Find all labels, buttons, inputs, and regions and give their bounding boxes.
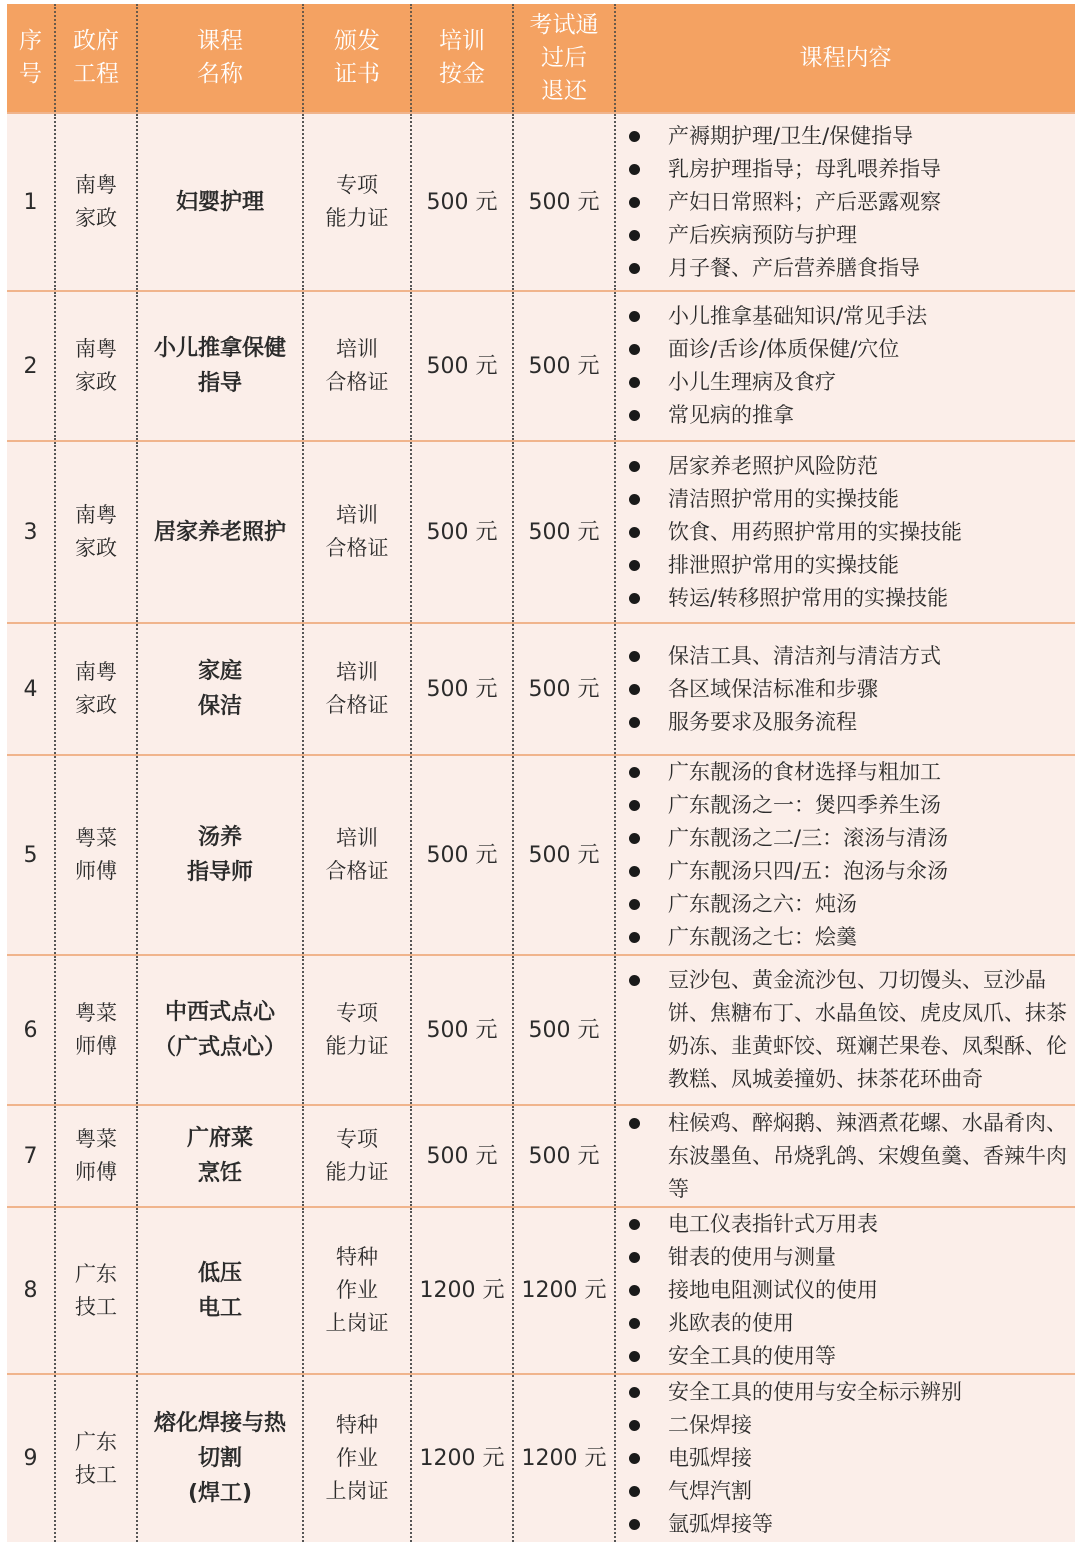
content-item-text: 安全工具的使用等 <box>668 1344 836 1368</box>
content-item <box>616 1376 1075 1409</box>
content-item-text: 兆欧表的使用 <box>668 1311 794 1335</box>
content-item <box>616 186 1075 219</box>
content-item-text: 乳房护理指导；母乳喂养指导 <box>668 156 941 181</box>
table-row <box>7 113 1075 291</box>
content-item <box>616 1508 1075 1541</box>
certificate-line: 培训 <box>336 660 378 684</box>
content-item-text: 广东靓汤之二/三：滚汤与清汤 <box>668 826 949 850</box>
course-name <box>137 1207 303 1374</box>
refund-amount: 500 元 <box>513 623 615 755</box>
content-item-text: 安全工具的使用与安全标示辨别 <box>668 1380 962 1404</box>
table-row <box>7 1374 1075 1542</box>
course-content <box>615 1207 1075 1374</box>
refund-amount: 1200 元 <box>513 1374 615 1542</box>
bullet-icon <box>629 377 640 388</box>
course-content-list <box>616 1376 1075 1541</box>
course-content-list <box>616 964 1075 1096</box>
bullet-icon <box>629 684 640 695</box>
bullet-icon <box>629 263 640 274</box>
bullet-icon <box>629 560 640 571</box>
gov-project-line: 粤菜 <box>75 1001 117 1025</box>
refund-amount: 500 元 <box>513 441 615 623</box>
course-table-container <box>7 4 1075 1542</box>
gov-project <box>55 1374 137 1542</box>
course-name-line: (焊工) <box>187 1481 253 1506</box>
content-item-text: 柱候鸡、醉焖鹅、辣酒煮花螺、水晶肴肉、东波墨鱼、吊烧乳鸽、宋嫂鱼羹、香辣牛肉等 <box>668 1110 1067 1201</box>
certificate <box>303 113 411 291</box>
gov-project <box>55 291 137 441</box>
content-item <box>616 888 1075 921</box>
gov-project-line: 家政 <box>75 206 117 230</box>
row-number: 9 <box>7 1374 55 1542</box>
certificate-line: 专项 <box>336 1001 378 1025</box>
content-item <box>616 921 1075 954</box>
content-item <box>616 822 1075 855</box>
course-name-line: 汤养 <box>197 825 242 850</box>
content-item <box>616 516 1075 549</box>
content-item-text: 常见病的推拿 <box>668 403 794 427</box>
certificate <box>303 441 411 623</box>
course-name-line: 低压 <box>197 1260 242 1286</box>
content-item <box>616 300 1075 333</box>
row-number: 4 <box>7 623 55 755</box>
bullet-icon <box>629 593 640 604</box>
header-project-line: 政府 <box>73 28 119 54</box>
content-item <box>616 1107 1075 1206</box>
refund-amount: 500 元 <box>513 755 615 955</box>
certificate-line: 作业 <box>336 1446 378 1470</box>
certificate-line: 培训 <box>336 826 378 850</box>
gov-project-line: 南粤 <box>75 173 117 197</box>
table-row <box>7 755 1075 955</box>
course-name <box>137 955 303 1105</box>
course-content <box>615 441 1075 623</box>
certificate-line: 专项 <box>336 173 378 197</box>
training-deposit: 500 元 <box>411 441 513 623</box>
course-table <box>7 4 1075 1542</box>
course-name-line: 指导师 <box>186 860 253 885</box>
course-name-line: 家庭 <box>197 659 242 684</box>
course-name-line: 烹饪 <box>197 1161 242 1186</box>
certificate-line: 合格证 <box>325 370 389 394</box>
content-item <box>616 1274 1075 1307</box>
gov-project-line: 技工 <box>75 1294 117 1319</box>
bullet-icon <box>629 1252 640 1263</box>
certificate <box>303 955 411 1105</box>
content-item <box>616 640 1075 673</box>
course-name-line: 中西式点心 <box>164 1000 275 1025</box>
gov-project-line: 广东 <box>75 1261 117 1286</box>
header-seq <box>7 4 55 113</box>
table-row <box>7 623 1075 755</box>
content-item <box>616 673 1075 706</box>
refund-amount: 500 元 <box>513 955 615 1105</box>
content-item <box>616 789 1075 822</box>
certificate <box>303 1207 411 1374</box>
header-refund-line: 考试通 <box>529 11 599 38</box>
course-content-list <box>616 640 1075 739</box>
header-cert <box>303 4 411 113</box>
header-cert-line: 颁发 <box>334 28 380 54</box>
certificate <box>303 1374 411 1542</box>
course-content-list <box>616 300 1075 432</box>
course-name-line: （广式点心） <box>153 1035 286 1060</box>
bullet-icon <box>629 527 640 538</box>
content-item <box>616 153 1075 186</box>
content-item <box>616 252 1075 285</box>
gov-project-line: 师傅 <box>75 859 117 883</box>
training-deposit: 500 元 <box>411 755 513 955</box>
row-number: 6 <box>7 955 55 1105</box>
certificate-line: 合格证 <box>325 859 389 883</box>
bullet-icon <box>629 866 640 877</box>
course-name <box>137 1105 303 1207</box>
course-name <box>137 113 303 291</box>
course-name-line: 指导 <box>197 371 242 396</box>
content-item-text: 小儿推拿基础知识/常见手法 <box>668 304 928 328</box>
course-name <box>137 1374 303 1542</box>
course-content-list <box>616 756 1075 954</box>
course-content <box>615 1105 1075 1207</box>
training-deposit: 500 元 <box>411 955 513 1105</box>
bullet-icon <box>629 164 640 175</box>
training-deposit: 1200 元 <box>411 1207 513 1374</box>
content-item <box>616 1409 1075 1442</box>
content-item <box>616 366 1075 399</box>
course-content-list <box>616 1107 1075 1206</box>
training-deposit: 1200 元 <box>411 1374 513 1542</box>
content-item <box>616 219 1075 252</box>
bullet-icon <box>629 1420 640 1431</box>
bullet-icon <box>629 344 640 355</box>
course-name <box>137 291 303 441</box>
bullet-icon <box>629 1453 640 1464</box>
table-row <box>7 1105 1075 1207</box>
header-deposit <box>411 4 513 113</box>
bullet-icon <box>629 651 640 662</box>
content-item <box>616 549 1075 582</box>
course-name <box>137 623 303 755</box>
content-item-text: 各区域保洁标准和步骤 <box>668 676 878 701</box>
content-item-text: 产妇日常照料；产后恶露观察 <box>668 189 941 214</box>
training-deposit: 500 元 <box>411 1105 513 1207</box>
gov-project-line: 家政 <box>75 370 117 394</box>
table-row <box>7 441 1075 623</box>
gov-project <box>55 1105 137 1207</box>
gov-project-line: 粤菜 <box>75 826 117 850</box>
header-project <box>55 4 137 113</box>
gov-project-line: 家政 <box>75 693 117 717</box>
content-item-text: 电弧焊接 <box>668 1446 752 1470</box>
gov-project <box>55 955 137 1105</box>
content-item-text: 豆沙包、黄金流沙包、刀切馒头、豆沙晶饼、焦糖布丁、水晶鱼饺、虎皮凤爪、抹茶奶冻、韭黄虾饺、斑斓芒果卷、凤梨酥、伦教糕、凤城姜撞奶、抹茶花环曲奇 <box>668 968 1067 1091</box>
content-item <box>616 1340 1075 1373</box>
bullet-icon <box>629 1219 640 1230</box>
course-content-list <box>616 120 1075 285</box>
header-cert-line: 证书 <box>334 61 380 87</box>
bullet-icon <box>629 230 640 241</box>
content-item-text: 转运/转移照护常用的实操技能 <box>668 585 949 610</box>
content-item <box>616 756 1075 789</box>
certificate-line: 特种 <box>336 1413 378 1437</box>
content-item-text: 居家养老照护风险防范 <box>668 453 878 478</box>
content-item-text: 广东靓汤之一：煲四季养生汤 <box>668 793 941 817</box>
content-item-text: 广东靓汤之七：烩羹 <box>668 925 857 949</box>
gov-project <box>55 1207 137 1374</box>
content-item-text: 清洁照护常用的实操技能 <box>668 486 899 511</box>
header-course <box>137 4 303 113</box>
content-item-text: 接地电阻测试仪的使用 <box>668 1278 878 1302</box>
content-item-text: 二保焊接 <box>668 1413 752 1437</box>
header-deposit-line: 按金 <box>439 61 485 87</box>
table-row <box>7 955 1075 1105</box>
header-refund <box>513 4 615 113</box>
certificate <box>303 623 411 755</box>
content-item-text: 面诊/舌诊/体质保健/穴位 <box>668 337 900 361</box>
content-item-text: 电工仪表指针式万用表 <box>668 1212 878 1236</box>
course-content <box>615 1374 1075 1542</box>
course-content <box>615 955 1075 1105</box>
bullet-icon <box>629 1351 640 1362</box>
course-content <box>615 113 1075 291</box>
certificate-line: 能力证 <box>325 206 389 230</box>
certificate-line: 专项 <box>336 1127 378 1151</box>
course-name-line: 切割 <box>197 1446 242 1471</box>
course-content-list <box>616 1208 1075 1373</box>
course-name-line: 小儿推拿保健 <box>153 336 286 361</box>
certificate <box>303 291 411 441</box>
certificate-line: 上岗证 <box>325 1311 389 1335</box>
bullet-icon <box>629 833 640 844</box>
certificate-line: 合格证 <box>325 693 389 717</box>
course-name-line: 保洁 <box>197 694 242 719</box>
certificate-line: 作业 <box>336 1278 378 1302</box>
table-body <box>7 113 1075 1542</box>
content-item-text: 钳表的使用与测量 <box>668 1245 836 1269</box>
content-item-text: 排泄照护常用的实操技能 <box>668 552 899 577</box>
certificate <box>303 755 411 955</box>
bullet-icon <box>629 1318 640 1329</box>
course-content <box>615 623 1075 755</box>
content-item-text: 服务要求及服务流程 <box>668 709 857 734</box>
content-item <box>616 399 1075 432</box>
content-item-text: 广东靓汤之六：炖汤 <box>668 892 857 916</box>
bullet-icon <box>629 461 640 472</box>
gov-project-line: 粤菜 <box>75 1127 117 1151</box>
gov-project <box>55 623 137 755</box>
content-item-text: 广东靓汤只四/五：泡汤与氽汤 <box>668 859 949 883</box>
row-number: 3 <box>7 441 55 623</box>
content-item <box>616 964 1075 1096</box>
gov-project-line: 技工 <box>75 1462 117 1487</box>
gov-project-line: 家政 <box>75 536 117 560</box>
bullet-icon <box>629 494 640 505</box>
bullet-icon <box>629 767 640 778</box>
course-name-line: 熔化焊接与热 <box>153 1411 286 1436</box>
refund-amount: 500 元 <box>513 113 615 291</box>
certificate-line: 能力证 <box>325 1034 389 1058</box>
content-item-text: 氩弧焊接等 <box>668 1512 773 1536</box>
gov-project-line: 南粤 <box>75 660 117 684</box>
training-deposit: 500 元 <box>411 623 513 755</box>
bullet-icon <box>629 1387 640 1398</box>
course-name-line: 电工 <box>197 1295 242 1321</box>
course-name-line: 居家养老照护 <box>153 519 286 545</box>
certificate <box>303 1105 411 1207</box>
bullet-icon <box>629 410 640 421</box>
gov-project-line: 南粤 <box>75 503 117 527</box>
gov-project-line: 师傅 <box>75 1160 117 1184</box>
header-refund-line: 过后 <box>541 44 587 71</box>
row-number: 1 <box>7 113 55 291</box>
header-project-line: 工程 <box>73 61 119 87</box>
bullet-icon <box>629 1486 640 1497</box>
certificate-line: 培训 <box>336 503 378 527</box>
gov-project-line: 南粤 <box>75 337 117 361</box>
header-seq-line: 序 <box>19 28 42 54</box>
table-header-row <box>7 4 1075 113</box>
table-row <box>7 291 1075 441</box>
content-item <box>616 1307 1075 1340</box>
course-content-list <box>616 450 1075 615</box>
content-item <box>616 1475 1075 1508</box>
row-number: 2 <box>7 291 55 441</box>
content-item-text: 小儿生理病及食疗 <box>668 370 836 394</box>
content-item-text: 产后疾病预防与护理 <box>668 222 857 247</box>
refund-amount: 1200 元 <box>513 1207 615 1374</box>
refund-amount: 500 元 <box>513 291 615 441</box>
bullet-icon <box>629 717 640 728</box>
certificate-line: 培训 <box>336 337 378 361</box>
refund-amount: 500 元 <box>513 1105 615 1207</box>
header-refund-line: 退还 <box>541 77 587 104</box>
content-item <box>616 706 1075 739</box>
table-row <box>7 1207 1075 1374</box>
content-item-text: 产褥期护理/卫生/保健指导 <box>668 123 914 148</box>
bullet-icon <box>629 311 640 322</box>
course-name <box>137 441 303 623</box>
content-item <box>616 120 1075 153</box>
training-deposit: 500 元 <box>411 291 513 441</box>
header-content: 课程内容 <box>615 4 1075 113</box>
content-item-text: 饮食、用药照护常用的实操技能 <box>668 519 962 544</box>
gov-project <box>55 113 137 291</box>
bullet-icon <box>629 975 640 986</box>
content-item <box>616 855 1075 888</box>
content-item <box>616 333 1075 366</box>
header-course-line: 课程 <box>197 28 243 54</box>
gov-project-line: 师傅 <box>75 1034 117 1058</box>
bullet-icon <box>629 1519 640 1530</box>
content-item <box>616 450 1075 483</box>
content-item <box>616 1241 1075 1274</box>
certificate-line: 能力证 <box>325 1160 389 1184</box>
certificate-line: 上岗证 <box>325 1479 389 1503</box>
gov-project-line: 广东 <box>75 1429 117 1454</box>
content-item-text: 月子餐、产后营养膳食指导 <box>668 255 920 280</box>
course-name-line: 妇婴护理 <box>175 189 264 215</box>
certificate-line: 合格证 <box>325 536 389 560</box>
row-number: 5 <box>7 755 55 955</box>
training-deposit: 500 元 <box>411 113 513 291</box>
header-course-line: 名称 <box>197 61 243 87</box>
content-item <box>616 582 1075 615</box>
row-number: 8 <box>7 1207 55 1374</box>
bullet-icon <box>629 131 640 142</box>
gov-project <box>55 755 137 955</box>
certificate-line: 特种 <box>336 1245 378 1269</box>
course-name <box>137 755 303 955</box>
bullet-icon <box>629 1285 640 1296</box>
content-item-text: 保洁工具、清洁剂与清洁方式 <box>668 643 941 668</box>
content-item <box>616 1208 1075 1241</box>
content-item <box>616 483 1075 516</box>
row-number: 7 <box>7 1105 55 1207</box>
course-name-line: 广府菜 <box>186 1126 253 1151</box>
content-item-text: 气焊汽割 <box>668 1479 752 1503</box>
bullet-icon <box>629 932 640 943</box>
header-deposit-line: 培训 <box>439 28 485 54</box>
bullet-icon <box>629 800 640 811</box>
bullet-icon <box>629 1118 640 1129</box>
course-content <box>615 291 1075 441</box>
gov-project <box>55 441 137 623</box>
content-item-text: 广东靓汤的食材选择与粗加工 <box>668 760 941 784</box>
content-item <box>616 1442 1075 1475</box>
bullet-icon <box>629 197 640 208</box>
course-content <box>615 755 1075 955</box>
header-seq-line: 号 <box>19 61 42 87</box>
bullet-icon <box>629 899 640 910</box>
